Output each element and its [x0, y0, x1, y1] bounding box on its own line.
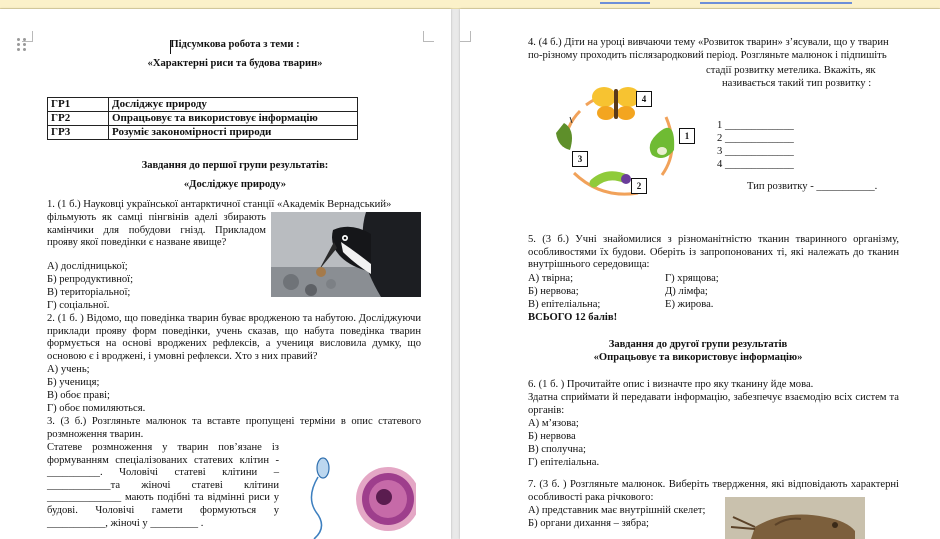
- stage-label-4: 4: [636, 91, 652, 107]
- question-4-line: стадії розвитку метелика. Вкажіть, як: [706, 65, 876, 76]
- task-heading: Завдання до першої групи результатів:: [141, 160, 329, 171]
- option-5b: Б) нервова;: [528, 286, 579, 297]
- stage-label-2: 2: [631, 178, 647, 194]
- page-corner-mark: [460, 31, 471, 42]
- table-row: [48, 112, 358, 126]
- option-1c: В) територіальної;: [47, 287, 131, 298]
- header-link-mark: [600, 2, 650, 4]
- option-5a: А) твірна;: [528, 273, 574, 284]
- option-6c: В) сполучна;: [528, 444, 586, 455]
- option-1a: А) дослідницької;: [47, 261, 128, 272]
- task-subheading: «Досліджує природу»: [183, 179, 287, 190]
- group-text: Розуміє закономірності природи: [109, 126, 358, 140]
- question-6: 6. (1 б. ) Прочитайте опис і визначте про яку тканину йде мова.: [528, 379, 814, 390]
- butterfly-cycle-image: [546, 75, 696, 200]
- document-top-bar: [0, 0, 940, 9]
- option-6d: Г) епітеліальна.: [528, 457, 600, 468]
- option-2d: Г) обоє помиляються.: [47, 403, 146, 414]
- question-5: 5. (3 б.) Учні знайомилися з різноманітністю тканин тваринного організму, особливостями їх будови. Оберіть із запропонованих ті, які належать до тканин внутрішнього середовища:: [528, 234, 899, 271]
- question-3: 3. (3 б.) Розгляньте малюнок та вставте пропущені терміни в опис статевого розмноження тварин.: [47, 416, 421, 440]
- document-page-left: [0, 9, 451, 539]
- crayfish-photo: [725, 497, 865, 539]
- document-page-right: [460, 9, 940, 539]
- option-5d: Г) хрящова;: [665, 273, 719, 284]
- group-code: ГР3: [48, 126, 109, 140]
- option-2a: А) учень;: [47, 364, 90, 375]
- option-2c: В) обоє праві;: [47, 390, 110, 401]
- option-1b: Б) репродуктивної;: [47, 274, 134, 285]
- option-7a: А) представник має внутрішній скелет;: [528, 505, 706, 516]
- penguin-photo: [271, 212, 421, 297]
- development-type-line: Тип розвитку - ___________.: [747, 181, 878, 192]
- group-code: ГР2: [48, 112, 109, 126]
- option-5f: Е) жирова.: [665, 299, 714, 310]
- header-link-mark: [700, 2, 852, 4]
- option-2b: Б) учениця;: [47, 377, 100, 388]
- total-score: ВСЬОГО 12 балів!: [528, 312, 618, 323]
- group-code: ГР1: [48, 98, 109, 112]
- question-2: 2. (1 б. ) Відомо, що поведінка тварин буває вродженою та набутою. Досліджуючи приклади прояву форм поведінки, учень сказав, що набута поведінка тварин формується на основі вроджених рефлексів, а учениця висловила думку, що основою є і вроджені, і умовні рефлекси. Хто з них правий?: [47, 313, 421, 362]
- groups-table: [47, 97, 358, 140]
- group-text: Опрацьовує та використовує інформацію: [109, 112, 358, 126]
- option-6b: Б) нервова: [528, 431, 576, 442]
- page-title: Підсумкова робота з теми :: [170, 39, 300, 50]
- option-1d: Г) соціальної.: [47, 300, 110, 311]
- question-7: 7. (3 б. ) Розгляньте малюнок. Виберіть твердження, які відповідають характерні особливості рака річкового:: [528, 479, 899, 503]
- answer-line-4: 4 _____________: [717, 159, 794, 170]
- option-6a: А) м’язова;: [528, 418, 579, 429]
- question-4: 4. (4 б.) Діти на уроці вивчаючи тему «Розвиток тварин» з’ясували, що у тварин: [528, 37, 889, 48]
- gametes-image: [296, 447, 416, 539]
- answer-line-1: 1 _____________: [717, 120, 794, 131]
- stage-label-3: 3: [572, 151, 588, 167]
- group-text: Досліджує природу: [109, 98, 358, 112]
- page-subtitle: «Характерні риси та будова тварин»: [147, 58, 323, 69]
- question-4-line: називається такий тип розвитку :: [722, 78, 872, 89]
- answer-line-2: 2 _____________: [717, 133, 794, 144]
- option-5c: В) епітеліальна;: [528, 299, 601, 310]
- question-4-line: по-різному проходить післязародковий період. Розгляньте малюнок і підпишіть: [528, 50, 887, 61]
- question-3-text: Статеве розмноження у тварин пов’язане із формуванням спеціалізованих статевих клітин - __________. Чоловічі статеві клітини – ____________та жіночі статеві клітини ______________ мають подібні та відмінні риси у будові. Чоловічі гамети формуються у ___________, жіночі у _________ .: [47, 442, 279, 529]
- stage-label-1: 1: [679, 128, 695, 144]
- option-5e: Д) лімфа;: [665, 286, 708, 297]
- task-heading-2: Завдання до другої групи результатів: [608, 339, 788, 350]
- question-6-text: Здатна сприймати й передавати інформацію, забезпечує взаємодію всіх систем та органів:: [528, 392, 899, 416]
- table-row: [48, 126, 358, 140]
- question-1: 1. (1 б.) Науковці української антарктичної станції «Академік Вернадський»: [47, 199, 392, 210]
- task-subheading-2: «Опрацьовує та використовує інформацію»: [593, 352, 803, 363]
- question-1-text: фільмують як самці пінгвінів аделі збирають камінчики для побудови гнізд. Прикладом прояву якої поведінки є назване явище?: [47, 212, 266, 249]
- table-row: [48, 98, 358, 112]
- option-7b: Б) органи дихання – зябра;: [528, 518, 650, 529]
- answer-line-3: 3 _____________: [717, 146, 794, 157]
